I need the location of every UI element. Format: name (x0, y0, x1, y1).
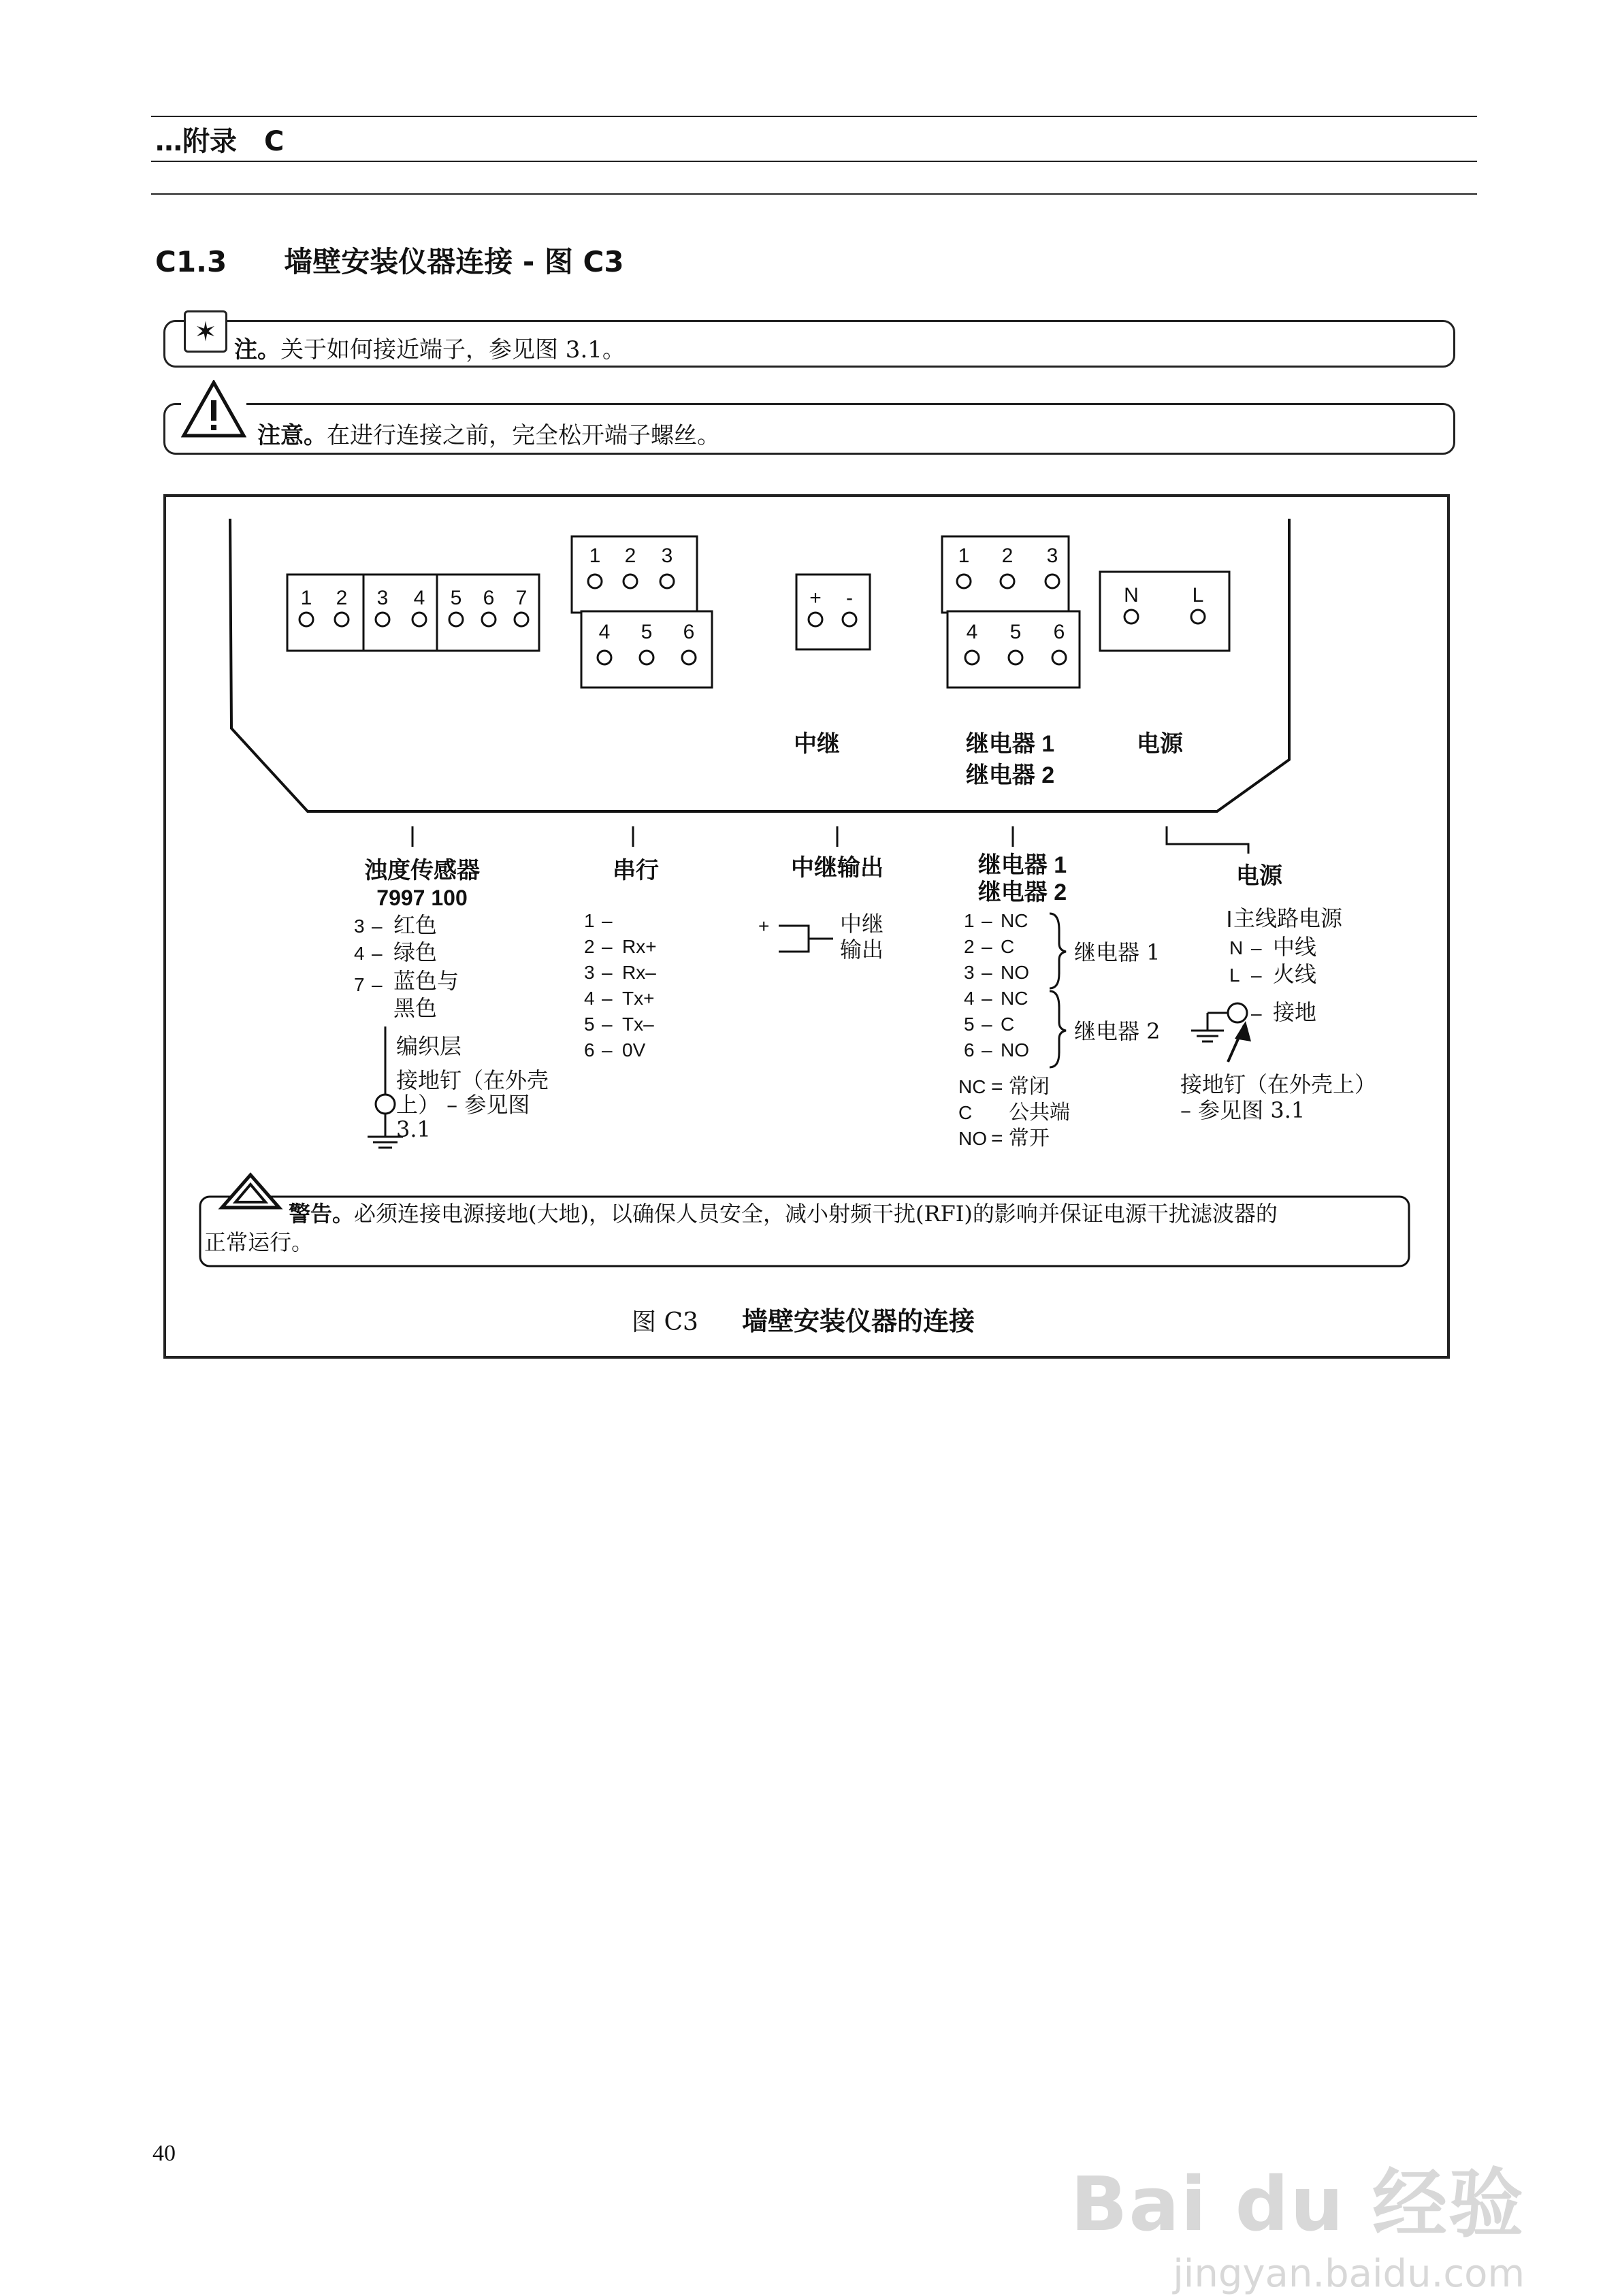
relay-bottom-5: 5 (1009, 621, 1022, 643)
power-stud-2: – 参见图 3.1 (1180, 1097, 1306, 1123)
serial-bottom-5: 5 (641, 621, 653, 643)
power-L: L (1192, 584, 1204, 607)
terminal-block-serial (572, 536, 712, 688)
turbidity-model: 7997 100 (376, 886, 468, 910)
power-mains: 主线路电源 (1233, 905, 1343, 931)
warning-triangle-icon (181, 380, 246, 438)
note-label: 注。 (234, 336, 280, 363)
terminal-block-sensor (287, 575, 539, 651)
warning-line1: 必须连接电源接地(大地)，以确保人员安全，减小射频干扰(RFI)的影响并保证电源干扰滤波器的 (354, 1201, 1278, 1227)
serial-row-sep: – (602, 962, 613, 983)
figure-c3 (163, 494, 1450, 1359)
relay-row-sep: – (982, 988, 992, 1009)
relay-row-num: 5 (964, 1014, 975, 1035)
watermark-url: jingyan.baidu.com (1173, 2252, 1525, 2296)
relay-col-title-2: 继电器 2 (977, 879, 1067, 905)
turbidity-ground-2: 上） – 参见图 (396, 1092, 530, 1118)
turbidity-black: 黑色 (393, 996, 438, 1020)
relay-row-sep: – (982, 936, 992, 957)
serial-row-sep: – (602, 936, 613, 957)
repeater-minus: - (846, 587, 853, 609)
pointer-arrow-icon (1228, 1021, 1251, 1062)
turbidity-row-label: 蓝色与 (393, 969, 459, 993)
tb1-label-5: 5 (450, 587, 462, 609)
serial-top-3: 3 (661, 545, 673, 567)
legend-code: C (958, 1102, 973, 1123)
serial-row-num: 4 (584, 988, 595, 1009)
serial-top-1: 1 (589, 545, 601, 567)
tb1-label-2: 2 (336, 587, 348, 609)
legend-desc: = 常开 (991, 1127, 1050, 1150)
relay-top-2: 2 (1001, 545, 1014, 567)
legend-desc: = 常闭 (991, 1076, 1050, 1098)
relay-row-sep: – (982, 962, 992, 983)
repeater-plus: + (809, 587, 822, 609)
relay-top-1: 1 (958, 545, 970, 567)
turbidity-row-num: 3 (354, 916, 365, 937)
relay-row-num: 4 (964, 988, 975, 1009)
power-earth-sep: – (1251, 1003, 1262, 1024)
serial-row-sep: – (602, 1014, 613, 1035)
relay-row-num: 3 (964, 962, 975, 983)
relay-row-sep: – (982, 910, 992, 931)
serial-bottom-6: 6 (683, 621, 695, 643)
tb1-label-1: 1 (300, 587, 312, 609)
inside-label-power: 电源 (1137, 731, 1183, 757)
power-N: N (1124, 584, 1139, 607)
star-note-icon (184, 310, 227, 353)
warning-triangle-icon (222, 1175, 279, 1208)
relay-group-1: 继电器 1 (1074, 939, 1161, 965)
power-row-sep: – (1251, 965, 1262, 986)
wiring-diagram (166, 497, 1447, 1356)
inside-label-relay-2: 继电器 2 (965, 762, 1055, 788)
relay-row-sep: – (982, 1014, 992, 1035)
turbidity-row-label: 红色 (393, 913, 438, 937)
relay-row-label: C (1001, 936, 1015, 957)
caution-text (257, 417, 720, 450)
tb1-label-4: 4 (413, 587, 425, 609)
power-row-label: 中线 (1273, 934, 1317, 960)
relay-top-3: 3 (1046, 545, 1058, 567)
turbidity-row-num: 4 (354, 943, 365, 964)
header-rule-top (151, 116, 1477, 117)
inside-label-relay-1: 继电器 1 (965, 731, 1055, 757)
turbidity-ground-3: 3.1 (396, 1116, 431, 1142)
relay-1-brace (1050, 913, 1066, 988)
power-row-code: N (1229, 937, 1244, 958)
legend-desc: 公共端 (1009, 1101, 1070, 1124)
turbidity-row-sep: – (372, 916, 383, 937)
repeater-out-line2: 输出 (840, 937, 884, 963)
turbidity-row-num: 7 (354, 974, 365, 995)
relay-row-num: 6 (964, 1039, 975, 1061)
serial-rows (584, 910, 657, 1061)
terminal-block-power (1100, 572, 1229, 651)
baidu-watermark (1071, 2144, 1525, 2296)
serial-row-label: Tx– (622, 1014, 654, 1035)
relay-row-sep: – (982, 1039, 992, 1061)
serial-row-sep: – (602, 910, 613, 931)
serial-bottom-4: 4 (598, 621, 611, 643)
relay-rows (964, 910, 1029, 1061)
relay-row-num: 2 (964, 936, 975, 957)
relay-bottom-4: 4 (966, 621, 978, 643)
relay-row-label: NO (1001, 1039, 1029, 1061)
repeater-output-bracket (779, 926, 833, 952)
warning-label: 警告。 (289, 1201, 355, 1226)
legend-code: NC (958, 1076, 986, 1097)
power-row-sep: – (1251, 937, 1262, 958)
serial-row-label: Rx+ (622, 936, 657, 957)
repeater-out-plus: + (758, 916, 770, 937)
power-row-label: 火线 (1273, 961, 1317, 987)
turbidity-row-sep: – (372, 943, 383, 964)
turbidity-ground-1: 接地钉（在外壳 (396, 1067, 549, 1093)
note-text (234, 331, 626, 364)
serial-row-num: 1 (584, 910, 595, 931)
figure-caption-number: 图 C3 (632, 1308, 698, 1336)
tb1-label-7: 7 (515, 587, 528, 609)
repeater-out-title: 中继输出 (791, 855, 884, 881)
serial-row-sep: – (602, 988, 613, 1009)
tb1-label-3: 3 (376, 587, 389, 609)
caution-label: 注意。 (257, 422, 327, 449)
serial-row-sep: – (602, 1039, 613, 1061)
serial-row-label: Rx– (622, 962, 656, 983)
turbidity-row-label: 绿色 (393, 940, 438, 965)
relay-row-label: C (1001, 1014, 1015, 1035)
watermark-brand: Bai du 经验 (1070, 2161, 1525, 2248)
legend-code: NO (958, 1128, 987, 1149)
relay-row-label: NC (1001, 988, 1028, 1009)
header-rule-middle (151, 161, 1477, 162)
relay-row-label: NO (1001, 962, 1029, 983)
page-number: 40 (152, 2141, 176, 2166)
power-row-code: L (1229, 965, 1240, 986)
relay-legend (958, 1076, 1070, 1150)
power-earth: 接地 (1273, 999, 1317, 1025)
terminal-block-relay (942, 536, 1080, 688)
terminal-block-repeater (796, 575, 870, 649)
relay-group-2: 继电器 2 (1074, 1018, 1161, 1044)
appendix-header: …附录 C (155, 126, 285, 157)
inside-label-repeater: 中继 (794, 731, 840, 757)
serial-title: 串行 (613, 858, 659, 884)
section-title: C1.3 墙壁安装仪器连接 - 图 C3 (155, 245, 624, 278)
turbidity-row-sep: – (372, 974, 383, 995)
warning-line2: 正常运行。 (204, 1229, 314, 1255)
turbidity-shield: 编织层 (396, 1033, 462, 1059)
repeater-out-line1: 中继 (840, 911, 884, 937)
relay-row-num: 1 (964, 910, 975, 931)
serial-row-label: Tx+ (622, 988, 655, 1009)
serial-row-num: 3 (584, 962, 595, 983)
note-body: 关于如何接近端子，参见图 3.1。 (280, 336, 626, 363)
tb1-label-6: 6 (483, 587, 495, 609)
figure-caption-text: 墙壁安装仪器的连接 (742, 1308, 975, 1336)
power-col-title: 电源 (1236, 863, 1282, 889)
relay-col-title-1: 继电器 1 (977, 852, 1067, 878)
caution-body: 在进行连接之前，完全松开端子螺丝。 (327, 422, 720, 449)
serial-row-num: 2 (584, 936, 595, 957)
enclosure-outline (230, 519, 1289, 811)
relay-2-brace (1050, 991, 1066, 1067)
serial-row-label: 0V (622, 1039, 646, 1061)
turbidity-title: 浊度传感器 (364, 858, 480, 884)
power-stud-1: 接地钉（在外壳上） (1180, 1071, 1377, 1097)
header-rule-bottom (151, 193, 1477, 195)
relay-bottom-6: 6 (1053, 621, 1065, 643)
serial-row-num: 6 (584, 1039, 595, 1061)
relay-row-label: NC (1001, 910, 1028, 931)
serial-row-num: 5 (584, 1014, 595, 1035)
svg-text:✶: ✶ (194, 317, 217, 347)
serial-top-2: 2 (624, 545, 636, 567)
